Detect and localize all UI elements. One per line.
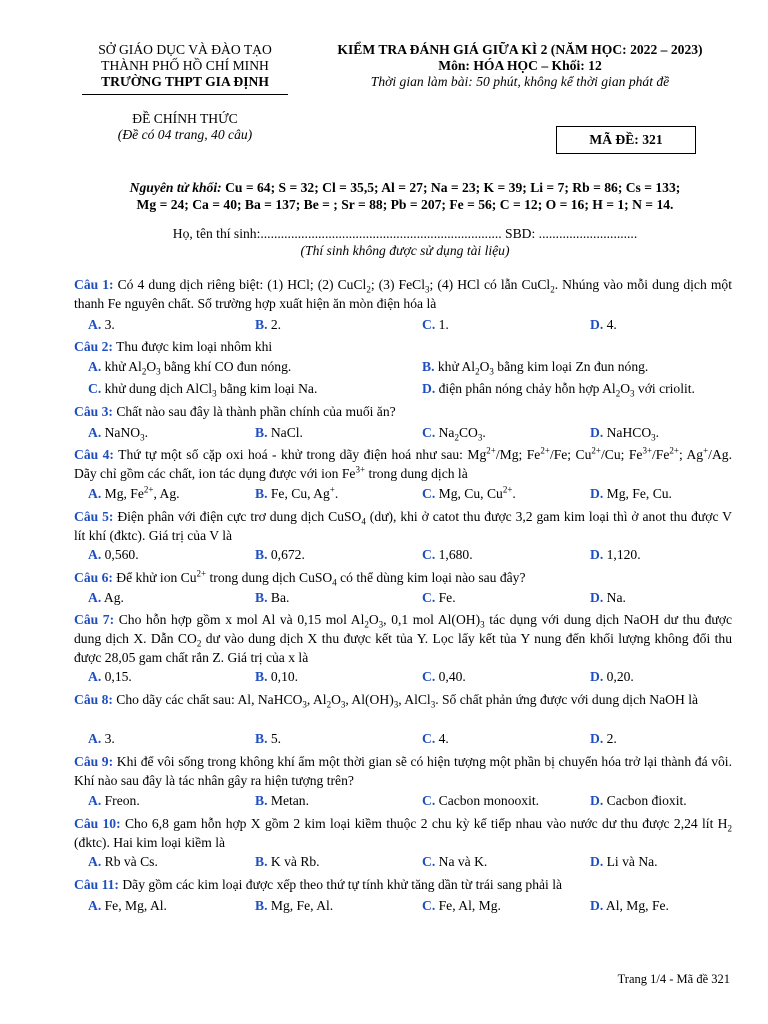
option-a[interactable]: A. Rb và Cs.	[88, 854, 158, 869]
options-q3	[88, 423, 748, 442]
option-d[interactable]: D. 2.	[590, 731, 617, 746]
option-b[interactable]: B. Mg, Fe, Al.	[255, 898, 334, 913]
question-1: Câu 1: Có 4 dung dịch riêng biệt: (1) HCl; (2) CuCl$_2$; (3) FeCl$_3$; (4) HCl có lẫn CuCl$_2$. Nhúng vào mỗi dung dịch một thanh Fe nguyên chất. Số trường hợp xuất hiện ăn mòn điện hóa là	[74, 277, 732, 311]
option-c[interactable]: C. Na và K.	[422, 854, 488, 869]
option-a[interactable]: A. Mg, $Fe^{2+}$, Ag.	[88, 484, 180, 501]
page-footer: Trang 1/4 - Mã đề 321	[617, 972, 730, 986]
question-10: Câu 10: Cho 6,8 gam hỗn hợp X gồm 2 kim loại kiềm thuộc 2 chu kỳ kế tiếp nhau vào nước dư thu được 2,24 lít $H_2$ (đktc). Hai kim loại kiềm là	[74, 816, 732, 850]
option-a[interactable]: A. khử $Al_2O_3$ bằng khí CO đun nóng.	[88, 359, 292, 377]
question-label: Câu 5:	[74, 509, 114, 524]
option-b[interactable]: B. K và Rb.	[255, 854, 320, 869]
atomic-masses	[80, 179, 730, 213]
candidate-info	[80, 225, 730, 259]
atomic-line-1: Cu = 64; S = 32; Cl = 35,5; Al = 27; Na = 23; K = 39; Li = 7; Rb = 86; Cs = 133;	[225, 180, 681, 195]
option-b[interactable]: B. 2.	[255, 317, 282, 332]
options-q6	[88, 588, 748, 607]
option-a[interactable]: A. 3.	[88, 731, 115, 746]
option-b[interactable]: B. Ba.	[255, 590, 290, 605]
exam-header	[300, 42, 740, 90]
atomic-line-2: Mg = 24; Ca = 40; Ba = 137; Be = ; Sr = 88; Pb = 207; Fe = 56; C = 12; O = 16; H = 1; N = 14.	[136, 197, 674, 212]
question-label: Câu 11:	[74, 877, 119, 892]
question-text: Khi để vôi sống trong không khí ẩm một thời gian sẽ có hiện tượng một phần bị chuyển hóa trở lại thành đá vôi. Khí nào sau đây là tác nhân gây ra hiện tượng trên?	[74, 754, 732, 788]
option-b[interactable]: B. Fe, Cu, Ag+.	[255, 484, 339, 501]
options-q11	[88, 896, 748, 915]
options-q8	[88, 729, 748, 748]
option-d[interactable]: D. Al, Mg, Fe.	[590, 898, 669, 913]
question-label: Câu 8:	[74, 692, 113, 707]
option-a[interactable]: A. 0,15.	[88, 669, 132, 684]
question-text: Dãy gồm các kim loại được xếp theo thứ tự tính khử tăng dần từ trái sang phải là	[122, 877, 563, 892]
option-a[interactable]: A. Fe, Mg, Al.	[88, 898, 167, 913]
school-header	[80, 42, 290, 143]
option-d[interactable]: D. NaHCO$_3$.	[590, 425, 660, 443]
options-q2-row1	[88, 357, 748, 376]
option-a[interactable]: A. Freon.	[88, 793, 140, 808]
option-d[interactable]: D. Mg, Fe, Cu.	[590, 486, 672, 501]
option-b[interactable]: B. khử $Al_2O_3$ bằng kim loại Zn đun nóng.	[422, 359, 649, 377]
school-name: TRƯỜNG THPT GIA ĐỊNH	[101, 74, 269, 89]
option-b[interactable]: B. 0,672.	[255, 547, 305, 562]
option-c[interactable]: C. Fe.	[422, 590, 456, 605]
options-q7	[88, 667, 748, 686]
option-d[interactable]: D. 4.	[590, 317, 617, 332]
department-line-1: SỞ GIÁO DỤC VÀ ĐÀO TẠO	[98, 42, 272, 57]
question-2	[74, 337, 732, 356]
options-q2-row2	[88, 379, 748, 398]
option-a[interactable]: A. Ag.	[88, 590, 124, 605]
header-divider	[82, 94, 288, 95]
option-b[interactable]: B. Metan.	[255, 793, 310, 808]
option-a[interactable]: A. 3.	[88, 317, 115, 332]
option-c[interactable]: C. 0,40.	[422, 669, 466, 684]
question-text: Chất nào sau đây là thành phần chính của muối ăn?	[116, 404, 396, 419]
option-b[interactable]: B. 0,10.	[255, 669, 299, 684]
question-6: Câu 6: Để khử ion $Cu^{2+}$ trong dung dịch CuSO$_4$ có thể dùng kim loại nào sau đây?	[74, 568, 526, 588]
options-q5	[88, 545, 748, 564]
exam-code-box: MÃ ĐỀ: 321	[556, 126, 696, 154]
official-label: ĐỀ CHÍNH THỨC	[132, 111, 238, 126]
question-label: Câu 3:	[74, 404, 113, 419]
options-q10	[88, 852, 748, 871]
option-c[interactable]: C. Cacbon monooxit.	[422, 793, 540, 808]
option-a[interactable]: A. 0,560.	[88, 547, 139, 562]
option-d[interactable]: D. Li và Na.	[590, 854, 658, 869]
option-c[interactable]: C. Mg, Cu, $Cu^{2+}$.	[422, 484, 516, 501]
question-label: Câu 9:	[74, 754, 114, 769]
option-c[interactable]: C. 1.	[422, 317, 449, 332]
atomic-label: Nguyên tử khối:	[129, 180, 222, 195]
question-5: Câu 5: Điện phân với điện cực trơ dung dịch CuSO$_4$ (dư), khi ở catot thu được 3,2 gam kim loại thì ở anot thu được V lít khí (đktc). Giá trị của V là	[74, 509, 732, 543]
question-11	[74, 875, 732, 894]
question-9	[74, 752, 732, 790]
question-text: Thu được kim loại nhôm khi	[116, 339, 273, 354]
question-label: Câu 6:	[74, 570, 113, 585]
options-q4	[88, 484, 748, 503]
question-8: Câu 8: Cho dãy các chất sau: Al, NaHCO$_3$, $Al_2O_3$, $Al(OH)_3$, AlCl$_3$. Số chất phản ứng được với dung dịch NaOH là	[74, 692, 699, 710]
question-7: Câu 7: Cho hỗn hợp gồm x mol Al và 0,15 mol $Al_2O_3$, 0,1 mol $Al(OH)_3$ tác dụng với dung dịch NaOH dư thu được dung dịch X. Dẫn $CO_2$ dư vào dung dịch X thu được kết tủa Y. Lọc lấy kết tủa Y nung đến khối lượng không đổi thu được 28,05 gam chất rắn Z. Giá trị của x là	[74, 612, 732, 665]
candidate-name-line: Họ, tên thí sinh:....................................................................... SBD: .............................	[172, 226, 638, 241]
question-label: Câu 1:	[74, 277, 114, 292]
candidate-warning: (Thí sinh không được sử dụng tài liệu)	[300, 243, 510, 258]
question-3	[74, 402, 732, 421]
option-c[interactable]: C. Fe, Al, Mg.	[422, 898, 501, 913]
option-c[interactable]: C. khử dung dịch AlCl$_3$ bằng kim loại Na.	[88, 381, 318, 399]
option-c[interactable]: C. 1,680.	[422, 547, 473, 562]
option-b[interactable]: B. 5.	[255, 731, 282, 746]
option-d[interactable]: D. Na.	[590, 590, 626, 605]
option-d[interactable]: D. 1,120.	[590, 547, 641, 562]
subject-line: Môn: HÓA HỌC – Khối: 12	[438, 58, 602, 73]
option-c[interactable]: C. $Na_2CO_3$.	[422, 425, 486, 443]
option-d[interactable]: D. 0,20.	[590, 669, 634, 684]
exam-title: KIỂM TRA ĐÁNH GIÁ GIỮA KÌ 2 (NĂM HỌC: 2022 – 2023)	[337, 42, 703, 57]
options-q9	[88, 791, 748, 810]
option-d[interactable]: D. điện phân nóng chảy hỗn hợp $Al_2O_3$ với criolit.	[422, 381, 695, 399]
time-line: Thời gian làm bài: 50 phút, không kể thời gian phát đề	[370, 74, 670, 89]
department-line-2: THÀNH PHỐ HỒ CHÍ MINH	[101, 58, 269, 73]
question-4: Câu 4: Thứ tự một số cặp oxi hoá - khử trong dãy điện hoá như sau: $Mg^{2+}/Mg$; $Fe^{2+}/Fe$; $Cu^{2+}/Cu$; $Fe^{3+}/Fe^{2+}$; Ag+/Ag. Dãy chỉ gồm các chất, ion tác dụng được với ion $Fe^{3+}$ trong dung dịch là	[74, 445, 732, 481]
option-b[interactable]: B. NaCl.	[255, 425, 303, 440]
question-label: Câu 10:	[74, 816, 121, 831]
option-d[interactable]: D. Cacbon đioxit.	[590, 793, 687, 808]
question-label: Câu 4:	[74, 447, 114, 462]
question-label: Câu 7:	[74, 612, 115, 627]
option-c[interactable]: C. 4.	[422, 731, 449, 746]
pages-note: (Đề có 04 trang, 40 câu)	[117, 127, 253, 142]
options-q1	[88, 315, 748, 334]
question-label: Câu 2:	[74, 339, 113, 354]
option-a[interactable]: A. NaNO$_3$.	[88, 425, 149, 443]
